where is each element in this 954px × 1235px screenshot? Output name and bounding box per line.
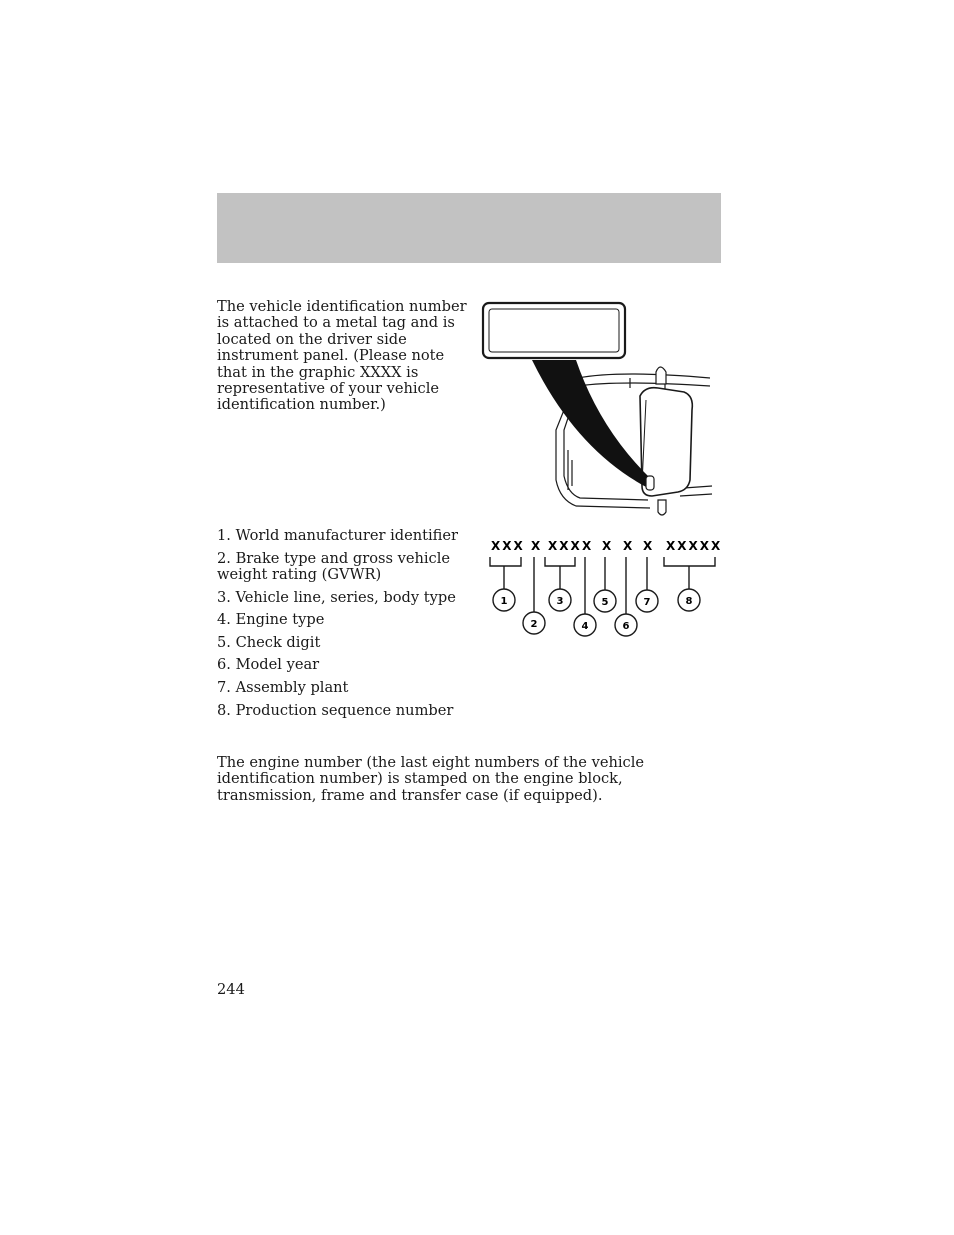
vin-tag-location-illustration [480,300,720,520]
vin-group-5: X [602,539,614,553]
vin-group-3: XXX [548,539,582,553]
callout-number-3: 3 [556,596,564,607]
callout-number-2: 2 [530,619,538,630]
legend-item: 1. World manufacturer identifier [217,527,459,544]
vin-group-8: XXXXX [666,539,723,553]
callout-number-7: 7 [643,597,651,608]
callout-number-8: 8 [685,596,693,607]
callout-number-4: 4 [581,621,589,632]
legend-item: 5. Check digit [217,633,321,651]
section-header-band [217,193,721,263]
page-number: 244 [217,981,245,998]
vin-group-7: X [643,539,655,553]
vin-group-1: XXX [491,539,525,553]
legend-item: 3. Vehicle line, series, body type [217,588,456,606]
vin-group-2: X [531,539,543,553]
callout-number-6: 6 [622,621,630,632]
callout-number-5: 5 [601,597,609,608]
vin-breakdown-diagram [484,533,724,643]
vin-group-6: X [623,539,635,553]
legend-item: 7. Assembly plant [217,678,349,696]
legend-item: 4. Engine type [217,611,325,629]
engine-number-paragraph: The engine number (the last eight numbers of the vehicle identification number) is stamped on the engine block, transmission, frame and transfer case (if equipped). [217,754,645,804]
vin-location-paragraph: The vehicle identification number is attached to a metal tag and is located on the driver side instrument panel. (Please note that in the graphic XXXX is representative of your vehicle identification number.) [217,298,467,414]
vin-group-4: X [582,539,594,553]
vin-legend-list [217,528,467,725]
legend-item: 8. Production sequence number [217,701,454,719]
legend-item: 6. Model year [217,656,320,674]
callout-number-1: 1 [500,596,508,607]
legend-item: 2. Brake type and gross vehicle weight rating (GVWR) [217,549,451,583]
